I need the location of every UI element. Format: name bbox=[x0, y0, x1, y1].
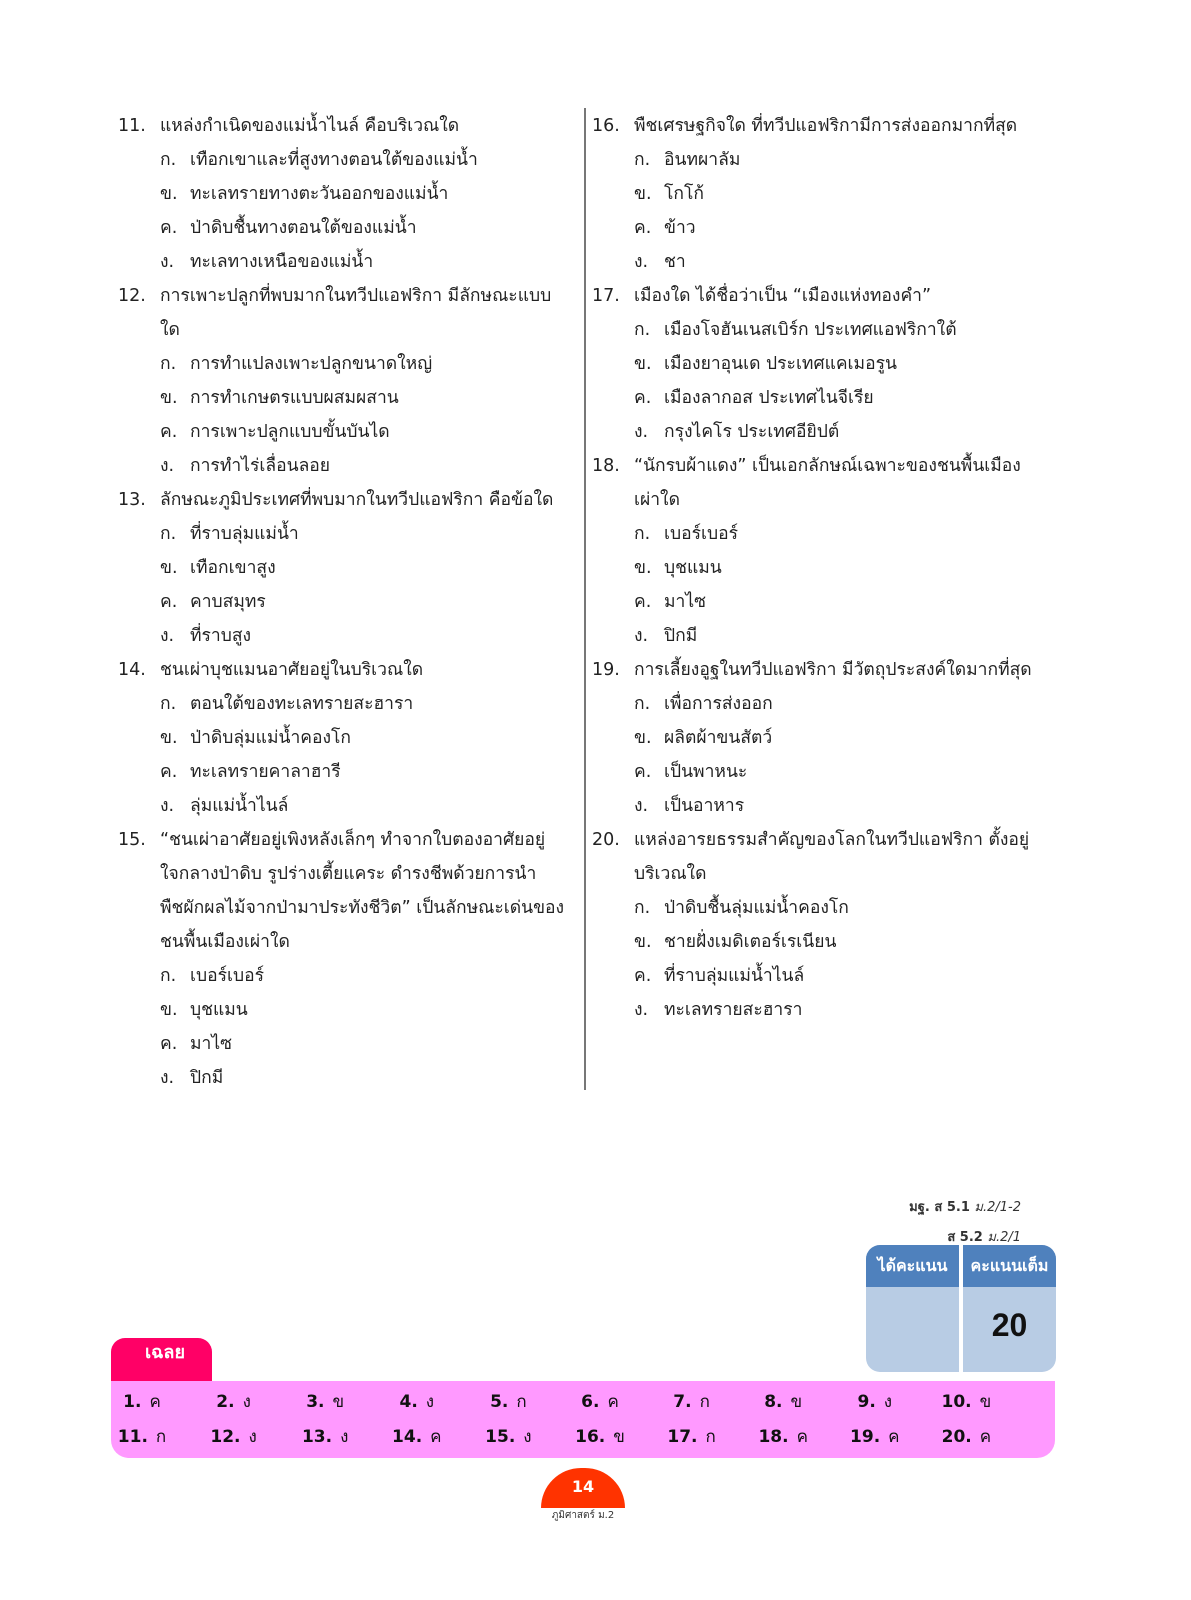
option-text: เมืองยาอุนเด ประเทศแคเมอรูน bbox=[664, 354, 897, 374]
question-text: ลักษณะภูมิประเทศที่พบมากในทวีปแอฟริกา คือข้อใด bbox=[160, 490, 554, 510]
question-number: 12. bbox=[118, 286, 146, 306]
answer-option[interactable] bbox=[592, 245, 1042, 279]
option-label: ค. bbox=[634, 218, 652, 238]
question bbox=[592, 823, 1042, 1027]
answer-letter: ค bbox=[607, 1392, 619, 1412]
option-label: ค. bbox=[634, 388, 652, 408]
answer-option[interactable] bbox=[118, 415, 568, 449]
answer-option[interactable] bbox=[592, 211, 1042, 245]
question-text: เมืองใด ได้ชื่อว่าเป็น “เมืองแห่งทองคำ” bbox=[634, 286, 932, 306]
answer-number: 19. bbox=[850, 1427, 881, 1447]
option-text: บุชแมน bbox=[190, 1000, 248, 1020]
answer-key-item bbox=[555, 1423, 645, 1450]
question bbox=[118, 279, 568, 483]
question bbox=[118, 483, 568, 653]
option-text: เมืองลากอส ประเทศไนจีเรีย bbox=[664, 388, 874, 408]
option-label: ก. bbox=[160, 966, 177, 986]
option-label: ข. bbox=[160, 1000, 178, 1020]
option-text: ที่ราบสูง bbox=[190, 626, 252, 646]
question-number: 19. bbox=[592, 660, 620, 680]
answer-key-item bbox=[738, 1423, 828, 1450]
answer-number: 10. bbox=[941, 1392, 972, 1412]
option-label: ค. bbox=[160, 218, 178, 238]
answer-option[interactable] bbox=[118, 1061, 568, 1095]
question-line bbox=[592, 449, 1042, 483]
answer-option[interactable] bbox=[592, 925, 1042, 959]
answer-option[interactable] bbox=[118, 177, 568, 211]
answer-number: 14. bbox=[392, 1427, 423, 1447]
answer-option[interactable] bbox=[592, 687, 1042, 721]
option-text: ปิกมี bbox=[664, 626, 698, 646]
answer-option[interactable] bbox=[592, 313, 1042, 347]
option-label: ค. bbox=[634, 762, 652, 782]
answer-number: 8. bbox=[764, 1392, 783, 1412]
question-text: ชนเผ่าบุชแมนอาศัยอยู่ในบริเวณใด bbox=[160, 660, 424, 680]
question-text: “นักรบผ้าแดง” เป็นเอกลักษณ์เฉพาะของชนพื้นเมือง bbox=[634, 456, 1021, 476]
answer-letter: ก bbox=[155, 1427, 167, 1447]
standard-indicator: ม.2/1 bbox=[987, 1230, 1021, 1245]
standard-code: ส 5.2 bbox=[947, 1230, 983, 1245]
option-label: ก. bbox=[634, 150, 651, 170]
answer-letter: ง bbox=[425, 1392, 435, 1412]
question-number: 13. bbox=[118, 490, 146, 510]
answer-option[interactable] bbox=[118, 551, 568, 585]
option-label: ง. bbox=[634, 796, 649, 816]
answer-letter: ค bbox=[979, 1427, 992, 1447]
answer-option[interactable] bbox=[592, 891, 1042, 925]
answer-key-item bbox=[97, 1388, 187, 1415]
option-text: เทือกเขาและที่สูงทางตอนใต้ของแม่น้ำ bbox=[190, 150, 478, 170]
option-label: ข. bbox=[160, 728, 178, 748]
answer-key-item bbox=[830, 1388, 920, 1415]
option-text: เป็นพาหนะ bbox=[664, 762, 748, 782]
option-label: ก. bbox=[634, 524, 651, 544]
answer-letter: ง bbox=[883, 1392, 893, 1412]
option-label: ก. bbox=[160, 694, 177, 714]
question bbox=[592, 653, 1042, 823]
question bbox=[592, 279, 1042, 449]
question-number: 14. bbox=[118, 660, 146, 680]
option-text: การเพาะปลูกแบบขั้นบันได bbox=[190, 422, 390, 442]
option-text: ชา bbox=[664, 252, 686, 272]
answer-option[interactable] bbox=[118, 517, 568, 551]
option-text: ชายฝั่งเมดิเตอร์เรเนียน bbox=[664, 932, 837, 952]
question-number: 18. bbox=[592, 456, 620, 476]
option-text: ป่าดิบชื้นทางตอนใต้ของแม่น้ำ bbox=[190, 218, 417, 238]
option-label: ข. bbox=[160, 558, 178, 578]
standard-indicator: ม.2/1-2 bbox=[974, 1200, 1021, 1215]
option-label: ก. bbox=[160, 354, 177, 374]
answer-option[interactable] bbox=[592, 993, 1042, 1027]
option-text: การทำไร่เลื่อนลอย bbox=[190, 456, 331, 476]
answer-key-tab: เฉลย bbox=[111, 1338, 212, 1382]
option-label: ง. bbox=[160, 456, 175, 476]
question-number: 11. bbox=[118, 116, 146, 136]
question-number: 15. bbox=[118, 830, 146, 850]
column-divider bbox=[584, 108, 586, 1090]
option-label: ง. bbox=[634, 1000, 649, 1020]
option-label: ง. bbox=[160, 626, 175, 646]
option-text: ผลิตผ้าขนสัตว์ bbox=[664, 728, 773, 748]
question-text: แหล่งอารยธรรมสำคัญของโลกในทวีปแอฟริกา ตั้งอยู่ bbox=[634, 830, 1030, 850]
option-label: ค. bbox=[160, 1034, 178, 1054]
option-text: ปิกมี bbox=[190, 1068, 224, 1088]
answer-number: 9. bbox=[857, 1392, 876, 1412]
option-text: การทำเกษตรแบบผสมผสาน bbox=[190, 388, 399, 408]
option-label: ง. bbox=[160, 796, 175, 816]
question-line bbox=[118, 109, 568, 143]
option-text: เบอร์เบอร์ bbox=[664, 524, 738, 544]
answer-letter: ก bbox=[516, 1392, 527, 1412]
answer-key-item bbox=[555, 1388, 645, 1415]
answer-number: 3. bbox=[306, 1392, 325, 1412]
answer-option[interactable] bbox=[592, 177, 1042, 211]
answer-option[interactable] bbox=[118, 585, 568, 619]
question-number: 17. bbox=[592, 286, 620, 306]
answer-key-item bbox=[921, 1423, 1011, 1450]
option-label: ข. bbox=[634, 932, 652, 952]
question-text: การเพาะปลูกที่พบมากในทวีปแอฟริกา มีลักษณะแบบ bbox=[160, 286, 552, 306]
option-text: กรุงไคโร ประเทศอียิปต์ bbox=[664, 422, 840, 442]
question-text: การเลี้ยงอูฐในทวีปแอฟริกา มีวัตถุประสงค์ใดมากที่สุด bbox=[634, 660, 1032, 680]
option-label: ก. bbox=[160, 524, 177, 544]
answer-option[interactable] bbox=[118, 993, 568, 1027]
option-label: ข. bbox=[634, 728, 652, 748]
option-label: ค. bbox=[160, 762, 178, 782]
answer-number: 13. bbox=[301, 1427, 333, 1447]
answer-key-item bbox=[738, 1388, 828, 1415]
answer-number: 2. bbox=[216, 1392, 235, 1412]
answer-option[interactable] bbox=[592, 381, 1042, 415]
question-line bbox=[592, 279, 1042, 313]
option-text: เพื่อการส่งออก bbox=[664, 694, 773, 714]
question bbox=[592, 449, 1042, 653]
answer-letter: ข bbox=[332, 1392, 345, 1412]
question-text: พืชเศรษฐกิจใด ที่ทวีปแอฟริกามีการส่งออกมากที่สุด bbox=[634, 116, 1018, 136]
option-text: เป็นอาหาร bbox=[664, 796, 745, 816]
answer-letter: ข bbox=[790, 1392, 803, 1412]
answer-option[interactable] bbox=[592, 755, 1042, 789]
answer-option[interactable] bbox=[118, 687, 568, 721]
question-line bbox=[118, 483, 568, 517]
answer-key-item bbox=[97, 1423, 187, 1450]
answer-number: 6. bbox=[581, 1392, 600, 1412]
option-label: ก. bbox=[634, 694, 651, 714]
option-label: ข. bbox=[634, 184, 652, 204]
option-text: ป่าดิบชื้นลุ่มแม่น้ำคองโก bbox=[664, 898, 849, 918]
option-label: ง. bbox=[160, 1068, 175, 1088]
option-text: การทำแปลงเพาะปลูกขนาดใหญ่ bbox=[190, 354, 433, 374]
answer-key-item bbox=[463, 1388, 553, 1415]
answer-option[interactable] bbox=[118, 211, 568, 245]
question bbox=[118, 653, 568, 823]
answer-option[interactable] bbox=[592, 959, 1042, 993]
answer-option[interactable] bbox=[592, 415, 1042, 449]
question-text: บริเวณใด bbox=[634, 864, 707, 884]
question-line bbox=[118, 279, 568, 313]
option-text: มาไซ bbox=[664, 592, 707, 612]
option-text: เทือกเขาสูง bbox=[190, 558, 276, 578]
option-label: ข. bbox=[160, 388, 178, 408]
right-column bbox=[592, 109, 1042, 1027]
answer-option[interactable] bbox=[118, 755, 568, 789]
answer-option[interactable] bbox=[592, 789, 1042, 823]
question-line bbox=[592, 857, 1042, 891]
option-label: ข. bbox=[634, 354, 652, 374]
option-label: ง. bbox=[634, 252, 649, 272]
question bbox=[118, 109, 568, 279]
answer-option[interactable] bbox=[118, 789, 568, 823]
answer-key-item bbox=[372, 1423, 462, 1450]
option-text: อินทผาลัม bbox=[664, 150, 741, 170]
question-text: ใจกลางป่าดิบ รูปร่างเตี้ยแคระ ดำรงชีพด้วยการนำ bbox=[160, 864, 537, 884]
answer-option[interactable] bbox=[118, 347, 568, 381]
answer-number: 16. bbox=[575, 1427, 606, 1447]
option-text: ทะเลทางเหนือของแม่น้ำ bbox=[190, 252, 374, 272]
answer-option[interactable] bbox=[592, 551, 1042, 585]
answer-option[interactable] bbox=[118, 619, 568, 653]
option-label: ค. bbox=[160, 592, 178, 612]
option-label: ง. bbox=[634, 626, 649, 646]
question-text: “ชนเผ่าอาศัยอยู่เพิงหลังเล็กๆ ทำจากใบตองอาศัยอยู่ bbox=[160, 830, 546, 850]
answer-key-item bbox=[647, 1388, 737, 1415]
option-label: ค. bbox=[634, 592, 652, 612]
score-box bbox=[866, 1245, 1056, 1372]
question-line bbox=[118, 857, 568, 891]
answer-letter: ค bbox=[430, 1427, 442, 1447]
answer-key-item bbox=[463, 1423, 553, 1450]
question bbox=[592, 109, 1042, 279]
option-text: ที่ราบลุ่มแม่น้ำ bbox=[190, 524, 299, 544]
question-text: เผ่าใด bbox=[634, 490, 680, 510]
question-line bbox=[592, 823, 1042, 857]
option-label: ก. bbox=[634, 320, 651, 340]
answer-letter: ข bbox=[979, 1392, 992, 1412]
answer-letter: ก bbox=[705, 1427, 716, 1447]
answer-option[interactable] bbox=[592, 721, 1042, 755]
answer-number: 5. bbox=[490, 1392, 509, 1412]
answer-letter: ง bbox=[248, 1427, 257, 1447]
answer-key-item bbox=[921, 1388, 1011, 1415]
answer-key-item bbox=[280, 1423, 370, 1450]
option-label: ค. bbox=[160, 422, 178, 442]
option-text: โกโก้ bbox=[664, 184, 704, 204]
answer-key-item bbox=[647, 1423, 737, 1450]
option-text: ป่าดิบลุ่มแม่น้ำคองโก bbox=[190, 728, 352, 748]
answer-number: 4. bbox=[399, 1392, 418, 1412]
option-label: ง. bbox=[160, 252, 175, 272]
answer-option[interactable] bbox=[118, 721, 568, 755]
answer-key-item bbox=[189, 1388, 279, 1415]
option-text: ที่ราบลุ่มแม่น้ำไนล์ bbox=[664, 966, 805, 986]
standard-code: มฐ. ส 5.1 bbox=[909, 1200, 970, 1215]
answer-key-item bbox=[189, 1423, 279, 1450]
answer-option[interactable] bbox=[118, 381, 568, 415]
question-number: 16. bbox=[592, 116, 620, 136]
answer-key-item bbox=[830, 1423, 920, 1450]
answer-option[interactable] bbox=[118, 449, 568, 483]
option-text: ทะเลทรายทางตะวันออกของแม่น้ำ bbox=[190, 184, 449, 204]
answer-option[interactable] bbox=[118, 143, 568, 177]
answer-option[interactable] bbox=[118, 245, 568, 279]
option-label: ก. bbox=[634, 898, 651, 918]
answer-option[interactable] bbox=[592, 143, 1042, 177]
answer-number: 7. bbox=[673, 1392, 692, 1412]
full-score-cell bbox=[963, 1245, 1056, 1372]
answer-letter: ค bbox=[149, 1392, 161, 1412]
standard-line-1 bbox=[909, 1196, 1021, 1217]
question-text: แหล่งกำเนิดของแม่น้ำไนล์ คือบริเวณใด bbox=[160, 116, 460, 136]
answer-letter: ค bbox=[796, 1427, 808, 1447]
answer-key-item bbox=[372, 1388, 462, 1415]
answer-option[interactable] bbox=[592, 619, 1042, 653]
answer-number: 18. bbox=[758, 1427, 789, 1447]
question-text: ใด bbox=[160, 320, 180, 340]
full-score-label: คะแนนเต็ม bbox=[963, 1245, 1056, 1287]
option-text: ทะเลทรายสะฮารา bbox=[664, 1000, 803, 1020]
question-text: พืชผักผลไม้จากป่ามาประทังชีวิต” เป็นลักษณะเด่นของ bbox=[160, 898, 565, 918]
answer-number: 11. bbox=[117, 1427, 148, 1447]
answer-letter: ง bbox=[523, 1427, 532, 1447]
answer-number: 1. bbox=[123, 1392, 142, 1412]
answer-number: 20. bbox=[941, 1427, 972, 1447]
option-text: ลุ่มแม่น้ำไนล์ bbox=[190, 796, 289, 816]
option-label: ก. bbox=[160, 150, 177, 170]
option-text: คาบสมุทร bbox=[190, 592, 266, 612]
option-text: ข้าว bbox=[664, 218, 696, 238]
earned-score-cell[interactable] bbox=[866, 1245, 959, 1372]
question-line bbox=[118, 653, 568, 687]
question-text: ชนพื้นเมืองเผ่าใด bbox=[160, 932, 290, 952]
standard-line-2 bbox=[947, 1226, 1021, 1247]
answer-letter: ค bbox=[888, 1427, 900, 1447]
option-label: ข. bbox=[634, 558, 652, 578]
option-text: ตอนใต้ของทะเลทรายสะฮารา bbox=[190, 694, 414, 714]
option-label: ข. bbox=[160, 184, 178, 204]
page-number: 14 bbox=[541, 1468, 625, 1508]
answer-number: 17. bbox=[667, 1427, 698, 1447]
question-line bbox=[592, 109, 1042, 143]
question-line bbox=[118, 313, 568, 347]
full-score-value: 20 bbox=[991, 1307, 1028, 1343]
answer-option[interactable] bbox=[592, 517, 1042, 551]
option-text: มาไซ bbox=[190, 1034, 233, 1054]
answer-number: 15. bbox=[485, 1427, 516, 1447]
option-text: ทะเลทรายคาลาฮารี bbox=[190, 762, 341, 782]
answer-option[interactable] bbox=[592, 585, 1042, 619]
earned-score-label: ได้คะแนน bbox=[866, 1245, 959, 1287]
answer-letter: ก bbox=[699, 1392, 710, 1412]
question-line bbox=[592, 483, 1042, 517]
answer-number: 12. bbox=[210, 1427, 241, 1447]
question-line bbox=[592, 653, 1042, 687]
footer-subject: ภูมิศาสตร์ ม.2 bbox=[551, 1510, 615, 1521]
answer-letter: ง bbox=[340, 1427, 349, 1447]
option-label: ค. bbox=[634, 966, 652, 986]
question-line bbox=[118, 891, 568, 925]
answer-key-item bbox=[280, 1388, 370, 1415]
answer-letter: ง bbox=[242, 1392, 251, 1412]
left-column bbox=[118, 109, 568, 1095]
answer-option[interactable] bbox=[592, 347, 1042, 381]
option-text: เมืองโจฮันเนสเบิร์ก ประเทศแอฟริกาใต้ bbox=[664, 320, 957, 340]
answer-option[interactable] bbox=[118, 959, 568, 993]
option-text: เบอร์เบอร์ bbox=[190, 966, 264, 986]
question bbox=[118, 823, 568, 1095]
question-line bbox=[118, 925, 568, 959]
answer-option[interactable] bbox=[118, 1027, 568, 1061]
option-label: ง. bbox=[634, 422, 649, 442]
question-line bbox=[118, 823, 568, 857]
question-number: 20. bbox=[592, 830, 620, 850]
option-text: บุชแมน bbox=[664, 558, 722, 578]
answer-letter: ข bbox=[613, 1427, 625, 1447]
